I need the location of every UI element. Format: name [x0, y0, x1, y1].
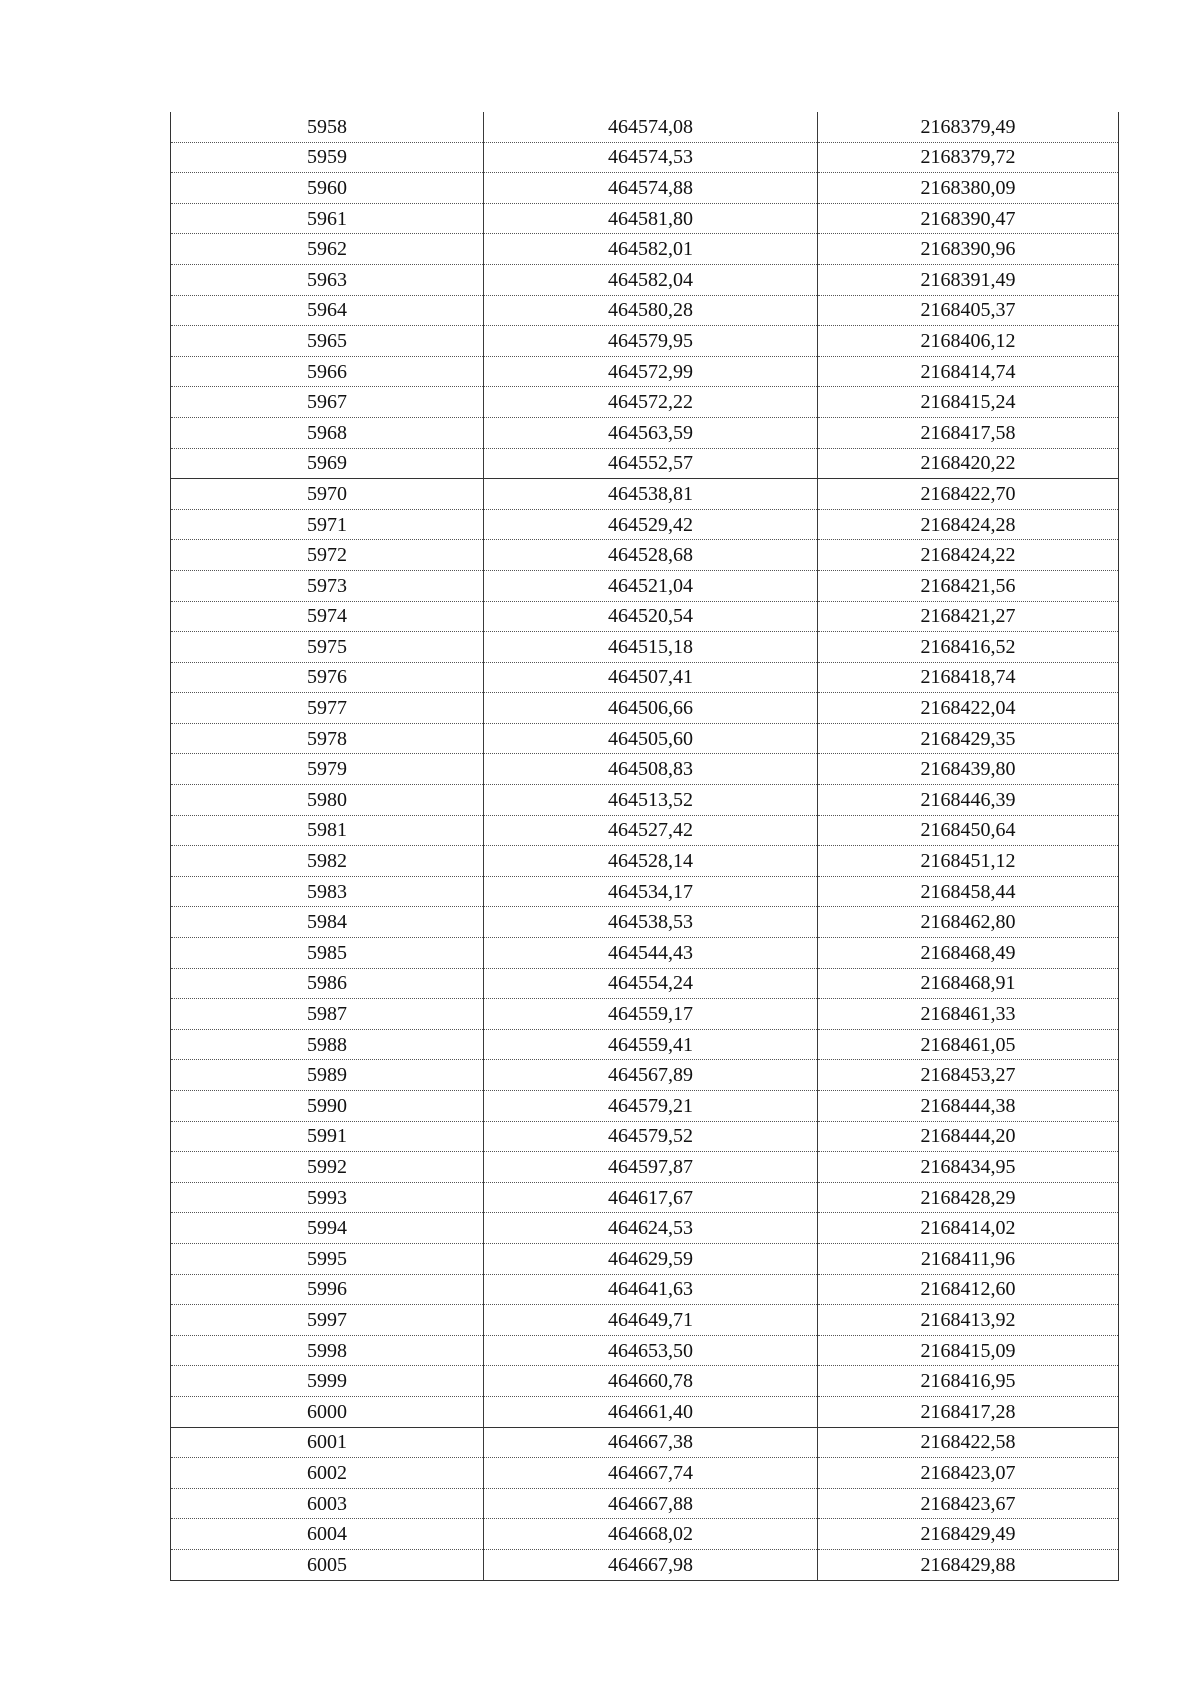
x-coordinate-cell: 464649,71	[484, 1305, 818, 1336]
y-coordinate-cell: 2168380,09	[818, 173, 1119, 204]
x-coordinate-cell: 464506,66	[484, 693, 818, 724]
table-row	[171, 723, 1119, 754]
point-number-cell: 5998	[171, 1335, 484, 1366]
y-coordinate-cell: 2168379,49	[818, 112, 1119, 142]
x-coordinate-cell: 464528,68	[484, 540, 818, 571]
x-coordinate-cell: 464641,63	[484, 1274, 818, 1305]
x-coordinate-cell: 464579,21	[484, 1091, 818, 1122]
point-number-cell: 5981	[171, 815, 484, 846]
table-row	[171, 1427, 1119, 1458]
table-row	[171, 968, 1119, 999]
table-row	[171, 693, 1119, 724]
y-coordinate-cell: 2168423,67	[818, 1488, 1119, 1519]
point-number-cell: 5963	[171, 264, 484, 295]
point-number-cell: 5973	[171, 570, 484, 601]
x-coordinate-cell: 464534,17	[484, 876, 818, 907]
y-coordinate-cell: 2168444,20	[818, 1121, 1119, 1152]
y-coordinate-cell: 2168390,47	[818, 203, 1119, 234]
y-coordinate-cell: 2168458,44	[818, 876, 1119, 907]
table-row	[171, 387, 1119, 418]
y-coordinate-cell: 2168424,22	[818, 540, 1119, 571]
point-number-cell: 6005	[171, 1549, 484, 1580]
x-coordinate-cell: 464515,18	[484, 632, 818, 663]
table-row	[171, 479, 1119, 510]
point-number-cell: 6004	[171, 1519, 484, 1550]
x-coordinate-cell: 464559,17	[484, 999, 818, 1030]
y-coordinate-cell: 2168390,96	[818, 234, 1119, 265]
x-coordinate-cell: 464581,80	[484, 203, 818, 234]
table-row	[171, 1182, 1119, 1213]
table-row	[171, 356, 1119, 387]
table-row	[171, 1091, 1119, 1122]
y-coordinate-cell: 2168417,28	[818, 1396, 1119, 1427]
table-row	[171, 999, 1119, 1030]
y-coordinate-cell: 2168414,74	[818, 356, 1119, 387]
point-number-cell: 5984	[171, 907, 484, 938]
y-coordinate-cell: 2168429,88	[818, 1549, 1119, 1580]
y-coordinate-cell: 2168421,27	[818, 601, 1119, 632]
x-coordinate-cell: 464559,41	[484, 1029, 818, 1060]
table-row	[171, 601, 1119, 632]
table-row	[171, 112, 1119, 142]
x-coordinate-cell: 464668,02	[484, 1519, 818, 1550]
x-coordinate-cell: 464660,78	[484, 1366, 818, 1397]
table-row	[171, 907, 1119, 938]
x-coordinate-cell: 464661,40	[484, 1396, 818, 1427]
table-row	[171, 1458, 1119, 1489]
table-row	[171, 203, 1119, 234]
x-coordinate-cell: 464529,42	[484, 509, 818, 540]
point-number-cell: 5960	[171, 173, 484, 204]
point-number-cell: 5975	[171, 632, 484, 663]
x-coordinate-cell: 464667,38	[484, 1427, 818, 1458]
y-coordinate-cell: 2168422,04	[818, 693, 1119, 724]
x-coordinate-cell: 464667,88	[484, 1488, 818, 1519]
x-coordinate-cell: 464513,52	[484, 785, 818, 816]
table-row	[171, 1519, 1119, 1550]
point-number-cell: 5985	[171, 938, 484, 969]
y-coordinate-cell: 2168418,74	[818, 662, 1119, 693]
table-row	[171, 509, 1119, 540]
table-row	[171, 570, 1119, 601]
x-coordinate-cell: 464572,99	[484, 356, 818, 387]
y-coordinate-cell: 2168379,72	[818, 142, 1119, 173]
y-coordinate-cell: 2168461,05	[818, 1029, 1119, 1060]
y-coordinate-cell: 2168420,22	[818, 448, 1119, 479]
point-number-cell: 5969	[171, 448, 484, 479]
y-coordinate-cell: 2168416,52	[818, 632, 1119, 663]
point-number-cell: 5989	[171, 1060, 484, 1091]
x-coordinate-cell: 464521,04	[484, 570, 818, 601]
point-number-cell: 5987	[171, 999, 484, 1030]
y-coordinate-cell: 2168450,64	[818, 815, 1119, 846]
point-number-cell: 5977	[171, 693, 484, 724]
table-row	[171, 1060, 1119, 1091]
table-row	[171, 1152, 1119, 1183]
point-number-cell: 5976	[171, 662, 484, 693]
y-coordinate-cell: 2168428,29	[818, 1182, 1119, 1213]
x-coordinate-cell: 464597,87	[484, 1152, 818, 1183]
y-coordinate-cell: 2168416,95	[818, 1366, 1119, 1397]
point-number-cell: 5992	[171, 1152, 484, 1183]
table-row	[171, 876, 1119, 907]
table-row	[171, 1488, 1119, 1519]
table-row	[171, 234, 1119, 265]
x-coordinate-cell: 464544,43	[484, 938, 818, 969]
x-coordinate-cell: 464574,88	[484, 173, 818, 204]
point-number-cell: 6000	[171, 1396, 484, 1427]
table-row	[171, 142, 1119, 173]
point-number-cell: 6001	[171, 1427, 484, 1458]
y-coordinate-cell: 2168422,58	[818, 1427, 1119, 1458]
table-row	[171, 1213, 1119, 1244]
x-coordinate-cell: 464538,81	[484, 479, 818, 510]
point-number-cell: 5994	[171, 1213, 484, 1244]
table-row	[171, 326, 1119, 357]
y-coordinate-cell: 2168405,37	[818, 295, 1119, 326]
point-number-cell: 5974	[171, 601, 484, 632]
point-number-cell: 5993	[171, 1182, 484, 1213]
y-coordinate-cell: 2168468,91	[818, 968, 1119, 999]
point-number-cell: 6002	[171, 1458, 484, 1489]
x-coordinate-cell: 464624,53	[484, 1213, 818, 1244]
point-number-cell: 5966	[171, 356, 484, 387]
x-coordinate-cell: 464579,52	[484, 1121, 818, 1152]
table-row	[171, 1121, 1119, 1152]
x-coordinate-cell: 464520,54	[484, 601, 818, 632]
point-number-cell: 5983	[171, 876, 484, 907]
table-row	[171, 1305, 1119, 1336]
y-coordinate-cell: 2168412,60	[818, 1274, 1119, 1305]
y-coordinate-cell: 2168429,35	[818, 723, 1119, 754]
x-coordinate-cell: 464538,53	[484, 907, 818, 938]
table-row	[171, 938, 1119, 969]
point-number-cell: 5968	[171, 417, 484, 448]
y-coordinate-cell: 2168439,80	[818, 754, 1119, 785]
point-number-cell: 5980	[171, 785, 484, 816]
table-row	[171, 815, 1119, 846]
x-coordinate-cell: 464582,01	[484, 234, 818, 265]
point-number-cell: 5961	[171, 203, 484, 234]
table-row	[171, 1396, 1119, 1427]
point-number-cell: 5995	[171, 1243, 484, 1274]
x-coordinate-cell: 464528,14	[484, 846, 818, 877]
table-row	[171, 1549, 1119, 1580]
y-coordinate-cell: 2168423,07	[818, 1458, 1119, 1489]
y-coordinate-cell: 2168413,92	[818, 1305, 1119, 1336]
table-row	[171, 1366, 1119, 1397]
x-coordinate-cell: 464567,89	[484, 1060, 818, 1091]
point-number-cell: 5962	[171, 234, 484, 265]
point-number-cell: 5978	[171, 723, 484, 754]
x-coordinate-cell: 464579,95	[484, 326, 818, 357]
y-coordinate-cell: 2168451,12	[818, 846, 1119, 877]
coordinates-table	[170, 112, 1119, 1581]
point-number-cell: 5986	[171, 968, 484, 999]
y-coordinate-cell: 2168411,96	[818, 1243, 1119, 1274]
point-number-cell: 5965	[171, 326, 484, 357]
y-coordinate-cell: 2168444,38	[818, 1091, 1119, 1122]
y-coordinate-cell: 2168461,33	[818, 999, 1119, 1030]
x-coordinate-cell: 464552,57	[484, 448, 818, 479]
x-coordinate-cell: 464653,50	[484, 1335, 818, 1366]
x-coordinate-cell: 464617,67	[484, 1182, 818, 1213]
table-row	[171, 295, 1119, 326]
point-number-cell: 5964	[171, 295, 484, 326]
y-coordinate-cell: 2168422,70	[818, 479, 1119, 510]
table-row	[171, 264, 1119, 295]
point-number-cell: 5982	[171, 846, 484, 877]
x-coordinate-cell: 464574,53	[484, 142, 818, 173]
table-row	[171, 846, 1119, 877]
point-number-cell: 5999	[171, 1366, 484, 1397]
y-coordinate-cell: 2168429,49	[818, 1519, 1119, 1550]
point-number-cell: 5972	[171, 540, 484, 571]
x-coordinate-cell: 464667,98	[484, 1549, 818, 1580]
table-row	[171, 173, 1119, 204]
table-row	[171, 632, 1119, 663]
point-number-cell: 6003	[171, 1488, 484, 1519]
y-coordinate-cell: 2168453,27	[818, 1060, 1119, 1091]
point-number-cell: 5971	[171, 509, 484, 540]
point-number-cell: 5991	[171, 1121, 484, 1152]
x-coordinate-cell: 464580,28	[484, 295, 818, 326]
x-coordinate-cell: 464667,74	[484, 1458, 818, 1489]
y-coordinate-cell: 2168417,58	[818, 417, 1119, 448]
table-row	[171, 1029, 1119, 1060]
x-coordinate-cell: 464505,60	[484, 723, 818, 754]
y-coordinate-cell: 2168391,49	[818, 264, 1119, 295]
point-number-cell: 5996	[171, 1274, 484, 1305]
table-row	[171, 448, 1119, 479]
y-coordinate-cell: 2168462,80	[818, 907, 1119, 938]
x-coordinate-cell: 464508,83	[484, 754, 818, 785]
y-coordinate-cell: 2168446,39	[818, 785, 1119, 816]
x-coordinate-cell: 464629,59	[484, 1243, 818, 1274]
table-row	[171, 1274, 1119, 1305]
y-coordinate-cell: 2168414,02	[818, 1213, 1119, 1244]
x-coordinate-cell: 464572,22	[484, 387, 818, 418]
table-row	[171, 662, 1119, 693]
y-coordinate-cell: 2168406,12	[818, 326, 1119, 357]
table-row	[171, 785, 1119, 816]
point-number-cell: 5967	[171, 387, 484, 418]
y-coordinate-cell: 2168415,24	[818, 387, 1119, 418]
y-coordinate-cell: 2168468,49	[818, 938, 1119, 969]
coordinates-table-body	[171, 112, 1119, 1580]
table-row	[171, 1335, 1119, 1366]
point-number-cell: 5988	[171, 1029, 484, 1060]
table-row	[171, 1243, 1119, 1274]
x-coordinate-cell: 464582,04	[484, 264, 818, 295]
table-row	[171, 417, 1119, 448]
table-row	[171, 540, 1119, 571]
y-coordinate-cell: 2168421,56	[818, 570, 1119, 601]
table-row	[171, 754, 1119, 785]
point-number-cell: 5970	[171, 479, 484, 510]
y-coordinate-cell: 2168415,09	[818, 1335, 1119, 1366]
x-coordinate-cell: 464563,59	[484, 417, 818, 448]
x-coordinate-cell: 464527,42	[484, 815, 818, 846]
point-number-cell: 5979	[171, 754, 484, 785]
y-coordinate-cell: 2168424,28	[818, 509, 1119, 540]
x-coordinate-cell: 464554,24	[484, 968, 818, 999]
point-number-cell: 5959	[171, 142, 484, 173]
x-coordinate-cell: 464507,41	[484, 662, 818, 693]
point-number-cell: 5958	[171, 112, 484, 142]
y-coordinate-cell: 2168434,95	[818, 1152, 1119, 1183]
x-coordinate-cell: 464574,08	[484, 112, 818, 142]
point-number-cell: 5990	[171, 1091, 484, 1122]
point-number-cell: 5997	[171, 1305, 484, 1336]
